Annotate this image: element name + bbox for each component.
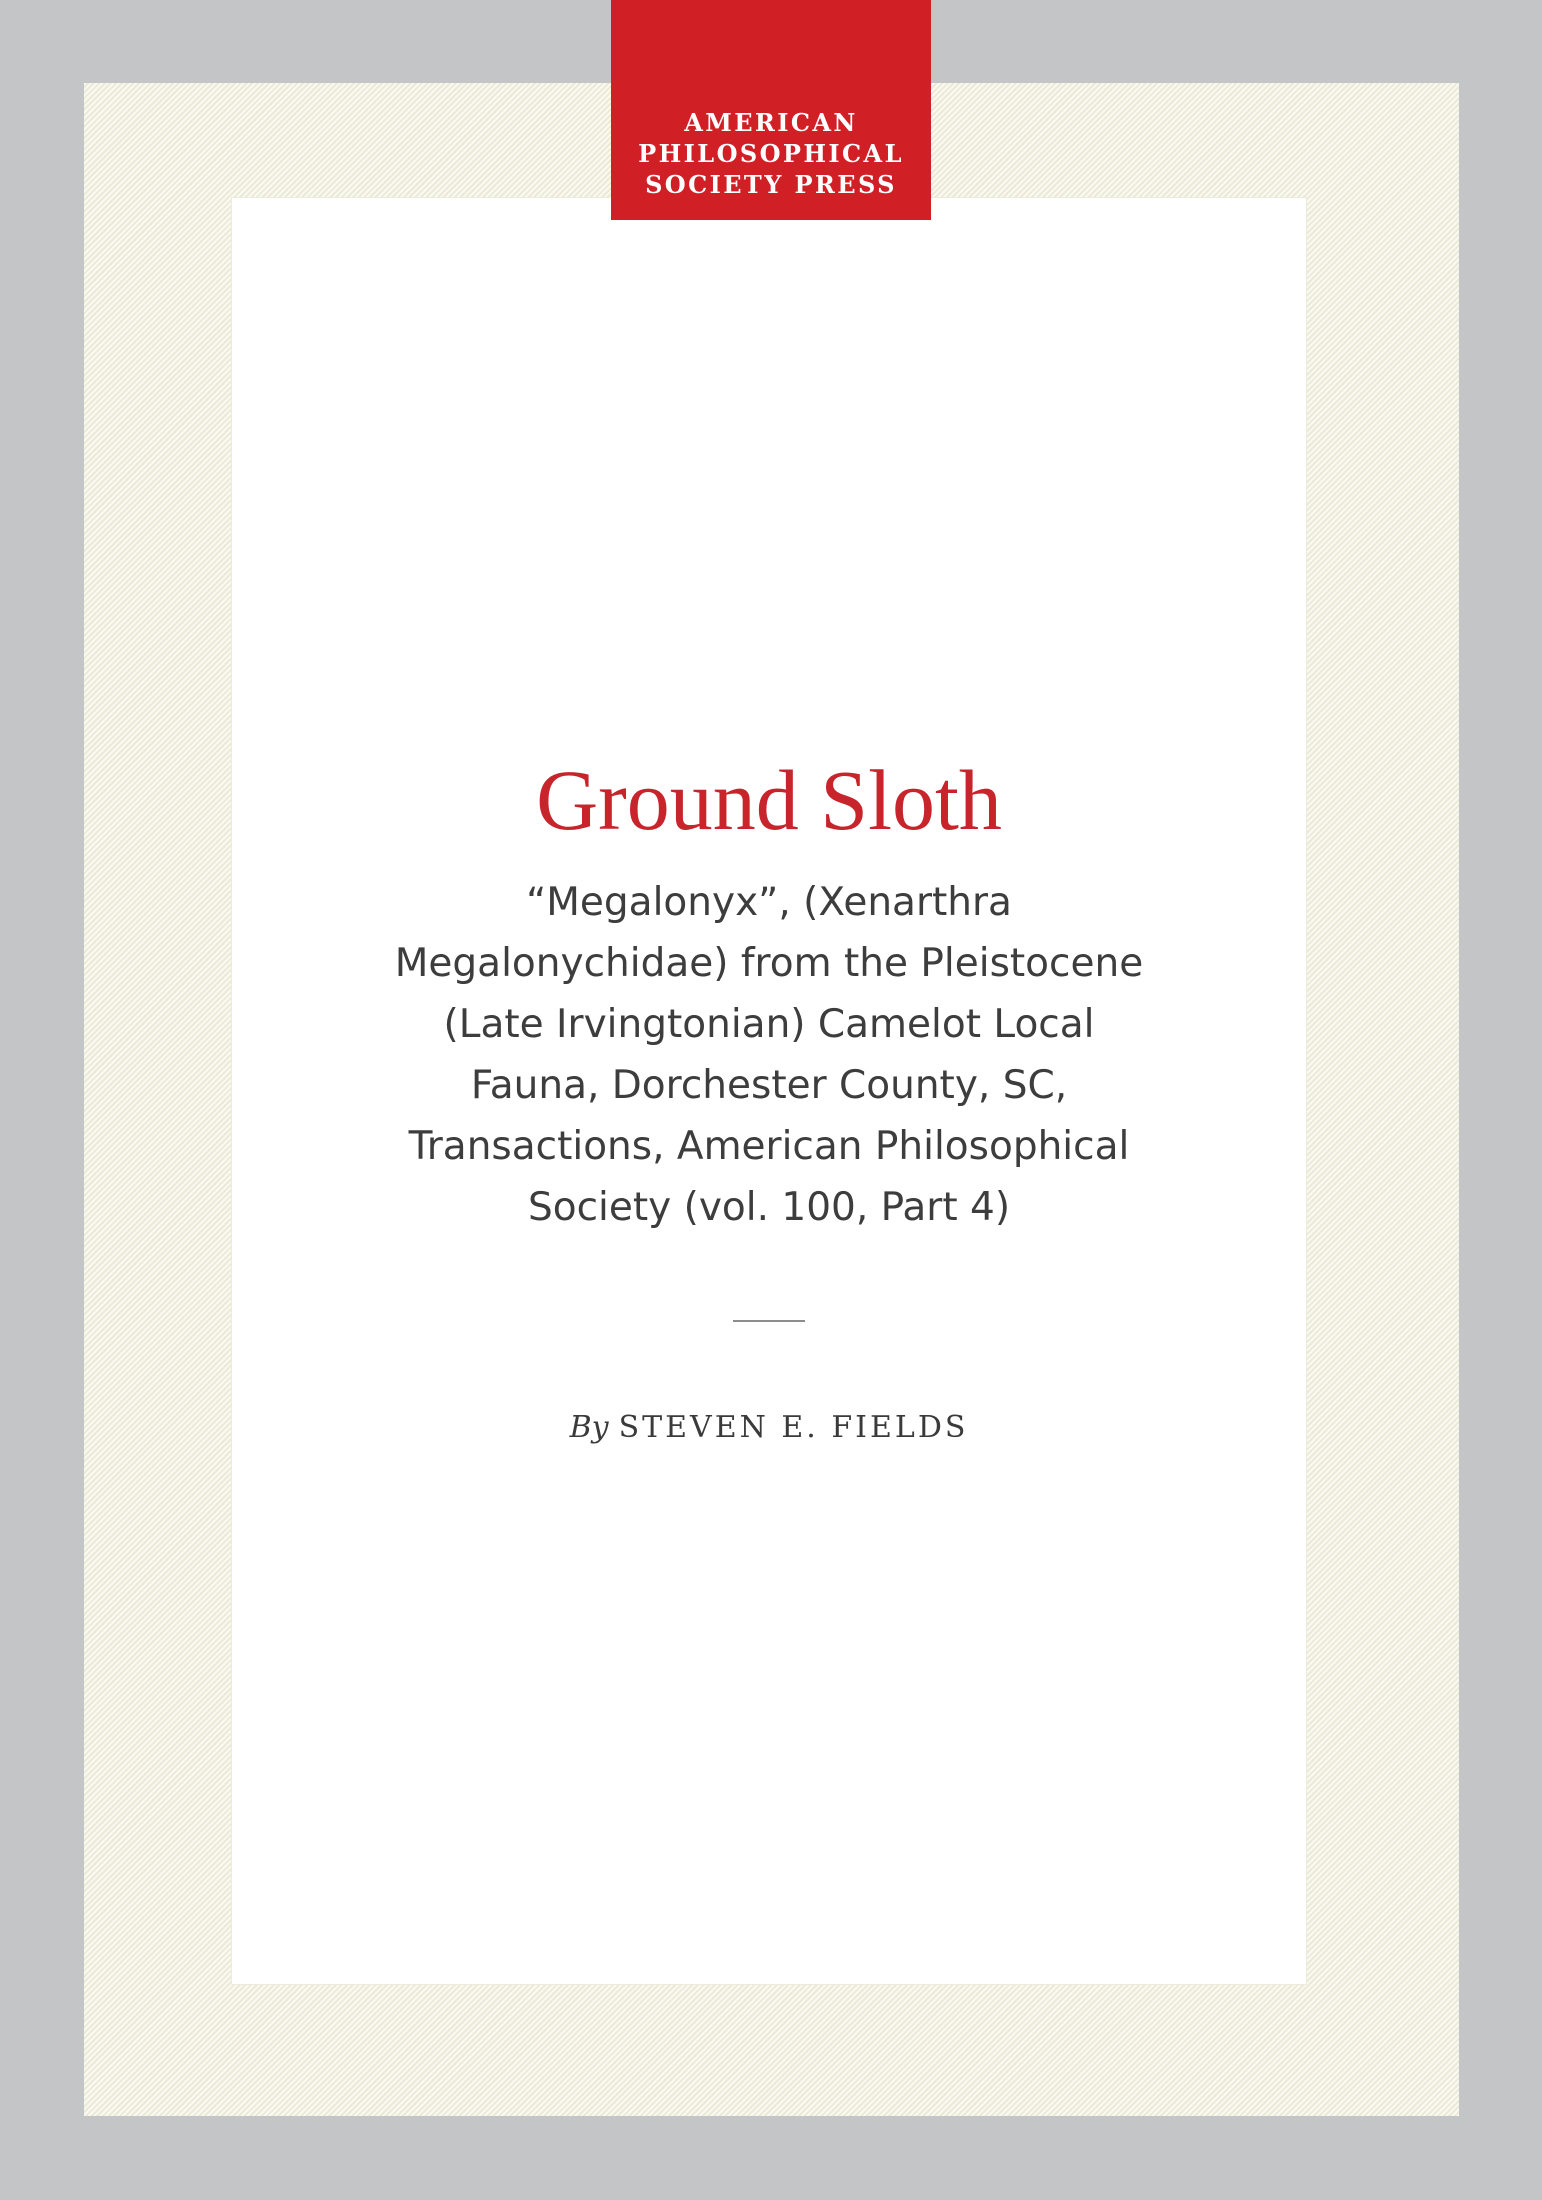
subtitle-line: Fauna, Dorchester County, SC, (470, 1063, 1068, 1108)
publisher-line: SOCIETY PRESS (645, 170, 897, 199)
by-prefix: By (569, 1410, 609, 1445)
publisher-line: AMERICAN (684, 108, 858, 137)
subtitle-line: “Megalonyx”, (Xenarthra (526, 880, 1012, 925)
cover-content (232, 750, 1306, 1448)
publisher-line: PHILOSOPHICAL (638, 139, 904, 168)
book-title: Ground Sloth (536, 752, 1002, 848)
subtitle-line: Megalonychidae) from the Pleistocene (394, 941, 1144, 986)
subtitle-line: Society (vol. 100, Part 4) (527, 1185, 1011, 1230)
divider-rule (733, 1320, 805, 1322)
author-name: STEVEN E. FIELDS (618, 1410, 969, 1445)
author-byline (232, 1408, 1306, 1448)
book-subtitle (339, 872, 1199, 1238)
publisher-logo (611, 0, 931, 220)
subtitle-line: Transactions, American Philosophical (408, 1124, 1130, 1169)
subtitle-line: (Late Irvingtonian) Camelot Local (443, 1002, 1095, 1047)
